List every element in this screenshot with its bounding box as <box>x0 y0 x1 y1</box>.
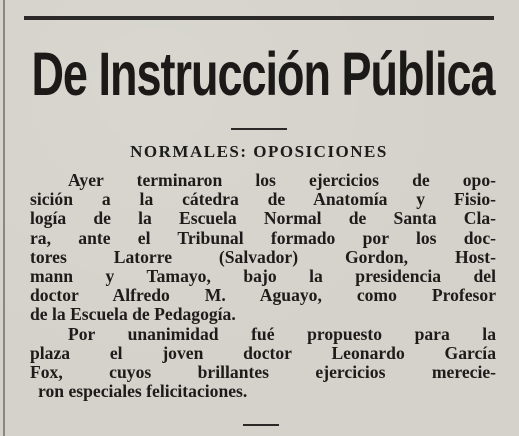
headline: De Instrucción Pública <box>31 39 495 109</box>
article-body <box>30 171 496 401</box>
page-edge <box>3 0 5 436</box>
divider-rule <box>231 128 287 130</box>
top-rule <box>24 16 494 20</box>
article-line: doctor Alfredo M. Aguayo, como Profesor <box>30 286 496 306</box>
article-line: mann y Tamayo, bajo la presidencia del <box>30 266 496 286</box>
article-line: logía de la Escuela Normal de Santa Cla- <box>30 209 496 229</box>
article-line: Ayer terminaron los ejercicios de opo- <box>68 171 496 190</box>
article-line: sición a la cátedra de Anatomía y Fisio- <box>30 190 496 210</box>
article-line: plaza el joven doctor Leonardo García <box>30 343 496 363</box>
end-rule <box>243 424 279 426</box>
article-line: ron especiales felicitaciones. <box>38 382 248 402</box>
article-line: Por unanimidad fué propuesto para la <box>68 324 496 344</box>
article-line: Fox, cuyos brillantes ejercicios merecie- <box>30 362 496 382</box>
section-subhead: NORMALES: OPOSICIONES <box>130 142 388 161</box>
article-line: ra, ante el Tribunal formado por los doc- <box>30 228 496 248</box>
article-line: de la Escuela de Pedagogía. <box>30 305 236 325</box>
article-line: tores Latorre (Salvador) Gordon, Host- <box>30 247 496 267</box>
